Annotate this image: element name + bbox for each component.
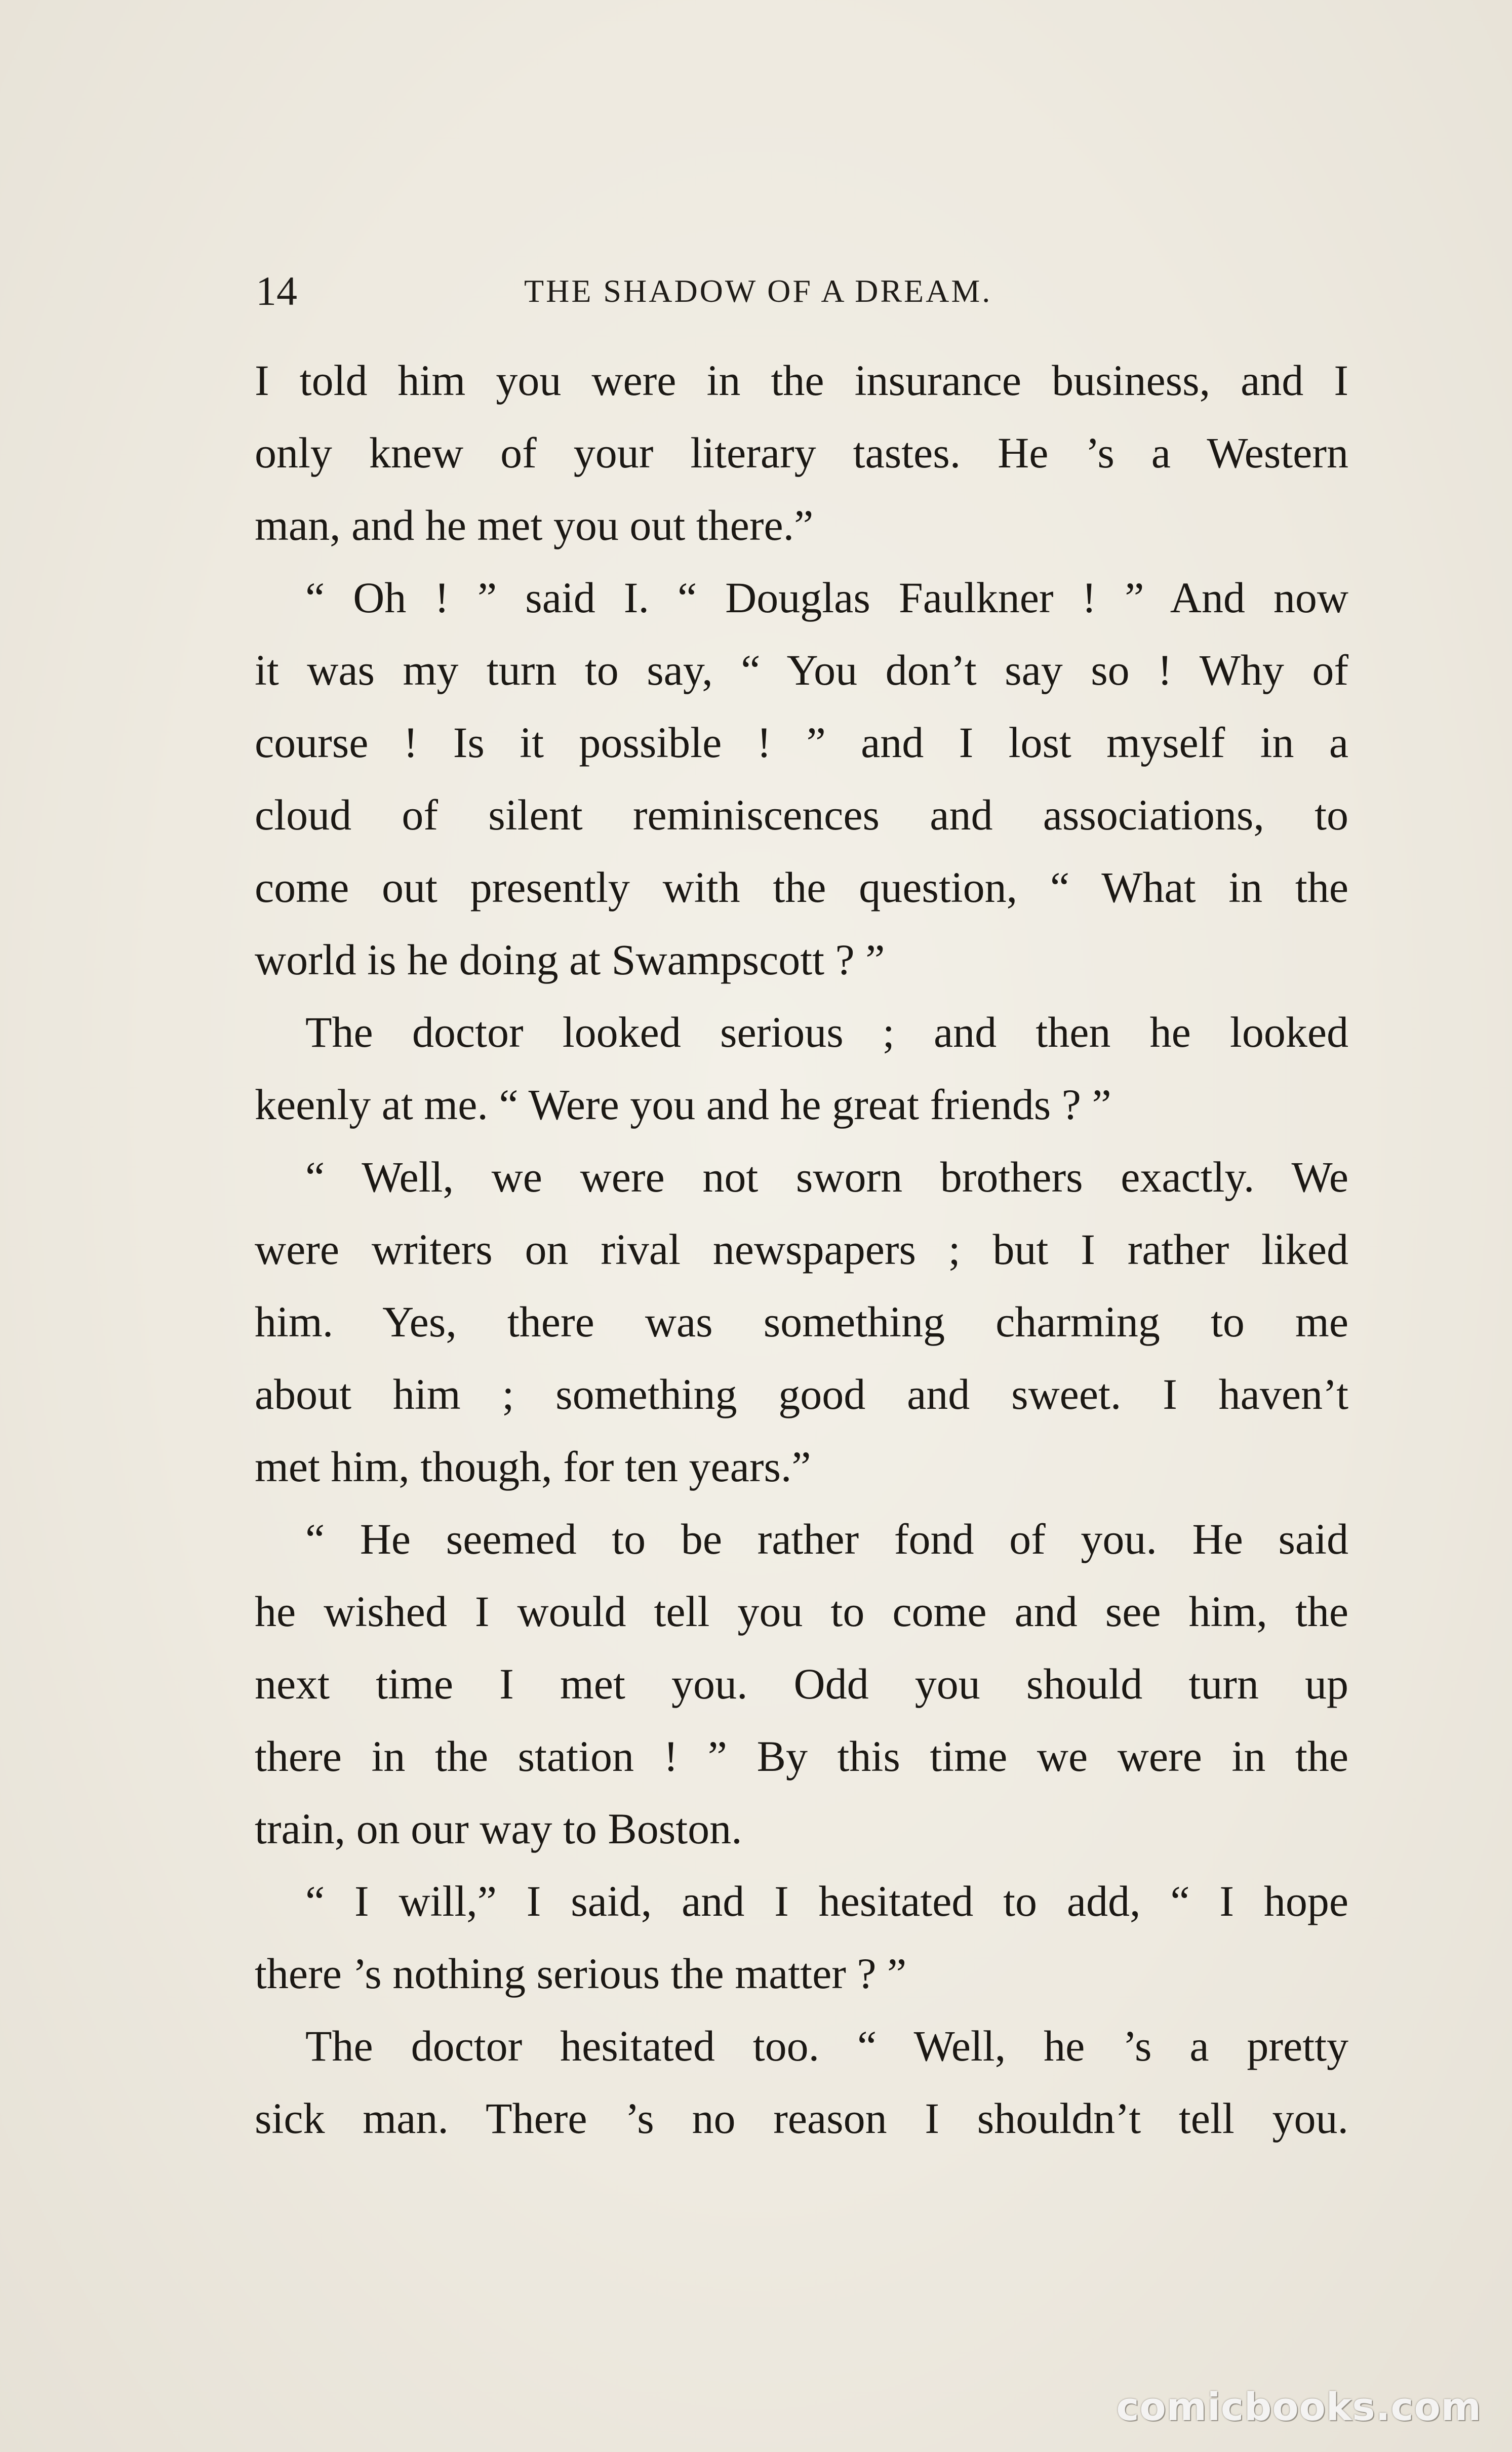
text-line: “ I will,” I said, and I hesitated to add, “ I hope — [305, 1877, 1348, 1925]
text-line: sick man. There ’s no reason I shouldn’t tell you. — [255, 2094, 1348, 2143]
text-line: “ Well, we were not sworn brothers exactly. We — [305, 1153, 1348, 1201]
text-line: it was my turn to say, “ You don’t say so ! Why of — [255, 646, 1348, 694]
text-line: he wished I would tell you to come and see him, the — [255, 1587, 1348, 1636]
text-line: about him ; something good and sweet. I haven’t — [255, 1370, 1348, 1418]
text-line: train, on our way to Boston. — [255, 1804, 742, 1853]
text-line: I told him you were in the insurance business, and I — [255, 356, 1348, 405]
text-line: met him, though, for ten years.” — [255, 1442, 811, 1491]
text-line: keenly at me. “ Were you and he great friends ? ” — [255, 1080, 1111, 1129]
page-number: 14 — [256, 268, 297, 314]
text-line: there ’s nothing serious the matter ? ” — [255, 1949, 907, 1998]
text-line: The doctor looked serious ; and then he looked — [305, 1008, 1348, 1056]
site-watermark: comicbooks.com — [1116, 2384, 1482, 2429]
text-line: world is he doing at Swampscott ? ” — [255, 935, 885, 984]
text-line: there in the station ! ” By this time we were in the — [255, 1732, 1348, 1781]
running-title: THE SHADOW OF A DREAM. — [524, 273, 992, 309]
text-line: come out presently with the question, “ What in the — [255, 863, 1348, 912]
text-line: cloud of silent reminiscences and associations, to — [255, 790, 1348, 839]
text-line: The doctor hesitated too. “ Well, he ’s a pretty — [305, 2022, 1348, 2070]
text-line: only knew of your literary tastes. He ’s a Western — [255, 428, 1348, 477]
text-line: were writers on rival newspapers ; but I rather liked — [255, 1225, 1348, 1274]
running-head — [256, 263, 1349, 319]
text-line: next time I met you. Odd you should turn up — [255, 1659, 1348, 1708]
body-text — [255, 344, 1348, 2155]
text-line: “ Oh ! ” said I. “ Douglas Faulkner ! ” And now — [305, 573, 1348, 622]
text-line: “ He seemed to be rather fond of you. He said — [305, 1515, 1348, 1563]
text-line: course ! Is it possible ! ” and I lost myself in a — [255, 718, 1348, 767]
text-line: man, and he met you out there.” — [255, 501, 814, 549]
text-line: him. Yes, there was something charming to me — [255, 1297, 1348, 1346]
